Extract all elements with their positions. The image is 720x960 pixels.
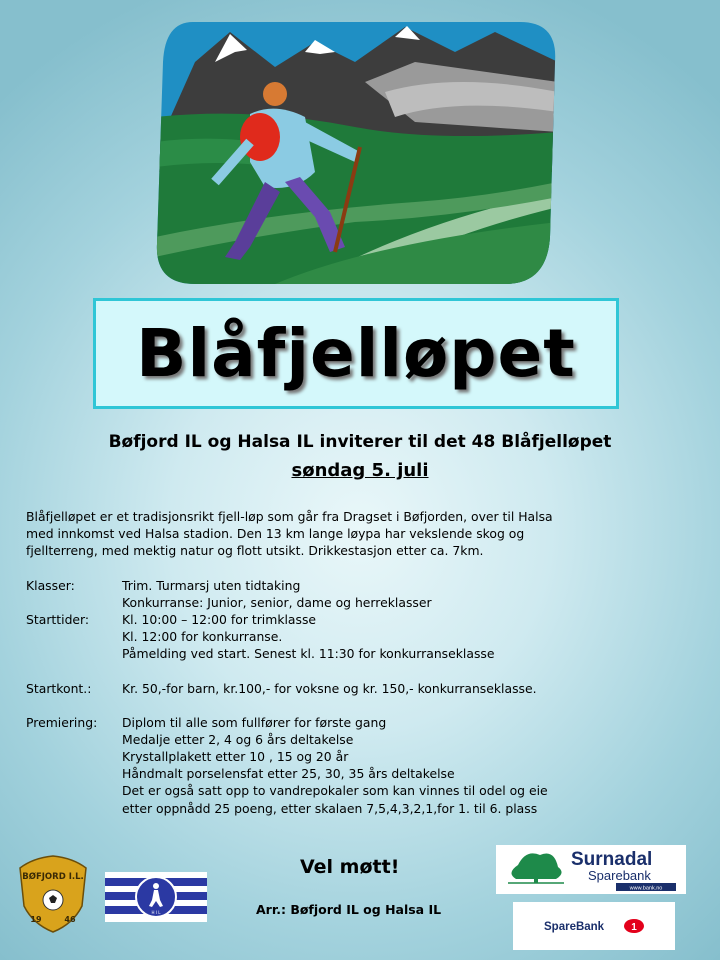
section-premiering — [26, 714, 706, 817]
section-label: Starttider: — [26, 611, 90, 627]
section-label: Klasser: — [26, 577, 75, 593]
welcome-text: Vel møtt! — [300, 856, 400, 878]
section-line: Krystallplakett etter 10 , 15 og 20 år — [122, 749, 349, 765]
section-line: Diplom til alle som fullfører for første gang — [122, 714, 387, 730]
surnadal-sparebank-logo — [496, 845, 686, 894]
bofjord-year-left: 19 — [30, 915, 42, 924]
section-line: Kl. 10:00 – 12:00 for trimklasse — [122, 611, 317, 627]
sparebank1-number: 1 — [631, 922, 637, 933]
info-body — [26, 508, 706, 817]
intro-paragraph — [26, 508, 706, 560]
event-title: Blåfjelløpet — [136, 315, 576, 392]
surnadal-url: www.bank.no — [629, 885, 663, 892]
intro-line: Blåfjelløpet er et tradisjonsrikt fjell-løp som går fra Dragset i Bøfjorden, over til Halsa — [26, 509, 553, 524]
surnadal-name: Surnadal — [571, 849, 653, 870]
halsa-logo-text: H I L — [151, 910, 161, 915]
bofjord-logo-text: BØFJORD I.L. — [22, 872, 84, 882]
halsa-il-logo — [105, 872, 207, 922]
section-line: etter oppnådd 25 poeng, etter skalaen 7,5,4,3,2,1,for 1. til 6. plass — [122, 800, 538, 816]
intro-line: fjellterreng, med mektig natur og flott utsikt. Drikkestasjon etter ca. 7km. — [26, 543, 484, 559]
section-line: Det er også satt opp to vandrepokaler som kan vinnes til odel og eie — [122, 783, 548, 799]
section-line: Håndmalt porselensfat etter 25, 30, 35 års deltakelse — [122, 766, 455, 782]
section-line: Konkurranse: Junior, senior, dame og herreklasser — [122, 594, 432, 610]
section-line: Medalje etter 2, 4 og 6 års deltakelse — [122, 731, 354, 747]
surnadal-sub: Sparebank — [588, 868, 651, 883]
section-line: Kr. 50,-for barn, kr.100,- for voksne og kr. 150,- konkurranseklasse. — [122, 680, 537, 696]
invitation-subtitle: Bøfjord IL og Halsa IL inviterer til det 48 Blåfjelløpet — [108, 432, 612, 452]
bofjord-year-right: 46 — [64, 915, 76, 924]
organizers-text: Arr.: Bøfjord IL og Halsa IL — [256, 902, 442, 917]
sparebank1-mark — [544, 916, 644, 936]
sparebank1-logo — [513, 902, 675, 950]
section-line: Kl. 12:00 for konkurranse. — [122, 629, 283, 645]
event-date-text: søndag 5. juli — [291, 460, 429, 481]
intro-line: med innkomst ved Halsa stadion. Den 13 km lange løypa har vekslende skog og — [26, 526, 525, 542]
hiker-mountain-illustration — [155, 22, 558, 284]
section-klasser — [26, 577, 706, 611]
section-line: Trim. Turmarsj uten tidtaking — [122, 577, 301, 593]
section-line: Påmelding ved start. Senest kl. 11:30 for konkurranseklasse — [122, 646, 495, 662]
sparebank1-name: SpareBank — [544, 921, 605, 933]
event-date — [0, 460, 720, 481]
section-starttider — [26, 611, 706, 663]
title-box — [93, 298, 619, 409]
bofjord-il-logo — [18, 854, 88, 934]
section-label: Premiering: — [26, 714, 98, 730]
section-startkont — [26, 680, 706, 697]
section-label: Startkont.: — [26, 680, 92, 696]
